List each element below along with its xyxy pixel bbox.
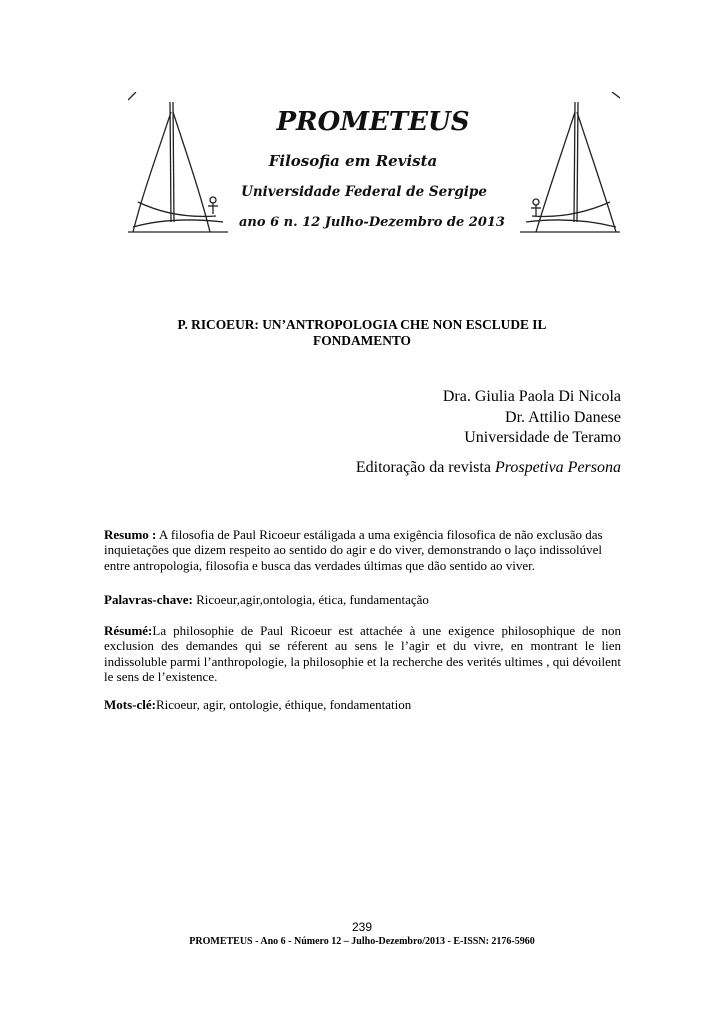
editorial-prefix: Editoração da revista (355, 459, 495, 476)
palavras-label: Palavras-chave: (104, 592, 193, 607)
resumo-label: Resumo : (104, 527, 157, 542)
article-title (100, 317, 624, 349)
title-line-1: P. RICOEUR: UN’ANTROPOLOGIA CHE NON ESCLUDE IL (177, 317, 547, 332)
right-monument-icon (520, 92, 620, 232)
affiliation: Universidade de Teramo (464, 429, 621, 446)
resumo-paragraph (104, 527, 621, 573)
logo-institution: Universidade Federal de Sergipe (241, 184, 487, 200)
logo-issue: ano 6 n. 12 Julho-Dezembro de 2013 (239, 215, 505, 230)
logo-title: PROMETEUS (276, 107, 470, 137)
journal-name: Prospetiva Persona (494, 459, 621, 476)
resume-label: Résumé: (104, 623, 153, 638)
footer-citation: PROMETEUS - Ano 6 - Número 12 – Julho-Dezembro/2013 - E-ISSN: 2176-5960 (189, 936, 535, 947)
palavras-chave-paragraph (104, 592, 621, 607)
author-2: Dr. Attilio Danese (505, 408, 621, 426)
page-number: 239 (351, 920, 373, 934)
title-line-2: FONDAMENTO (313, 333, 411, 348)
author-block (443, 387, 621, 449)
mots-label: Mots-clé: (104, 697, 156, 712)
mots-cle-paragraph (104, 697, 621, 712)
author-1: Dra. Giulia Paola Di Nicola (442, 388, 621, 405)
resume-paragraph (104, 623, 621, 685)
resume-text: La philosophie de Paul Ricoeur est attachée à une exigence philosophique de non exclusion des demandes qui se réferent au sens le l’agir et du vivre, en montrant le lien indissoluble parmi l’anthropologie, la philosophie et la recherche des verités ultimes , qui dévoilent le sens de l’existence. (104, 623, 621, 685)
journal-masthead (128, 92, 620, 242)
palavras-text: Ricoeur,agir,ontologia, ética, fundamentação (192, 592, 429, 607)
editorial-note (356, 459, 621, 477)
logo-subtitle: Filosofia em Revista (268, 152, 438, 170)
mots-text: Ricoeur, agir, ontologie, éthique, fondamentation (155, 697, 412, 712)
resumo-text: A filosofia de Paul Ricoeur estáligada a uma exigência filosofica de não exclusão das inquietações que dizem respeito ao sentido do agir e do viver, demonstrando o laço indissolúvel entre antropologia, filosofia e busca das verdades últimas que dão sentido ao viver. (104, 527, 603, 573)
left-monument-icon (128, 92, 228, 232)
masthead-drawing (128, 92, 620, 242)
